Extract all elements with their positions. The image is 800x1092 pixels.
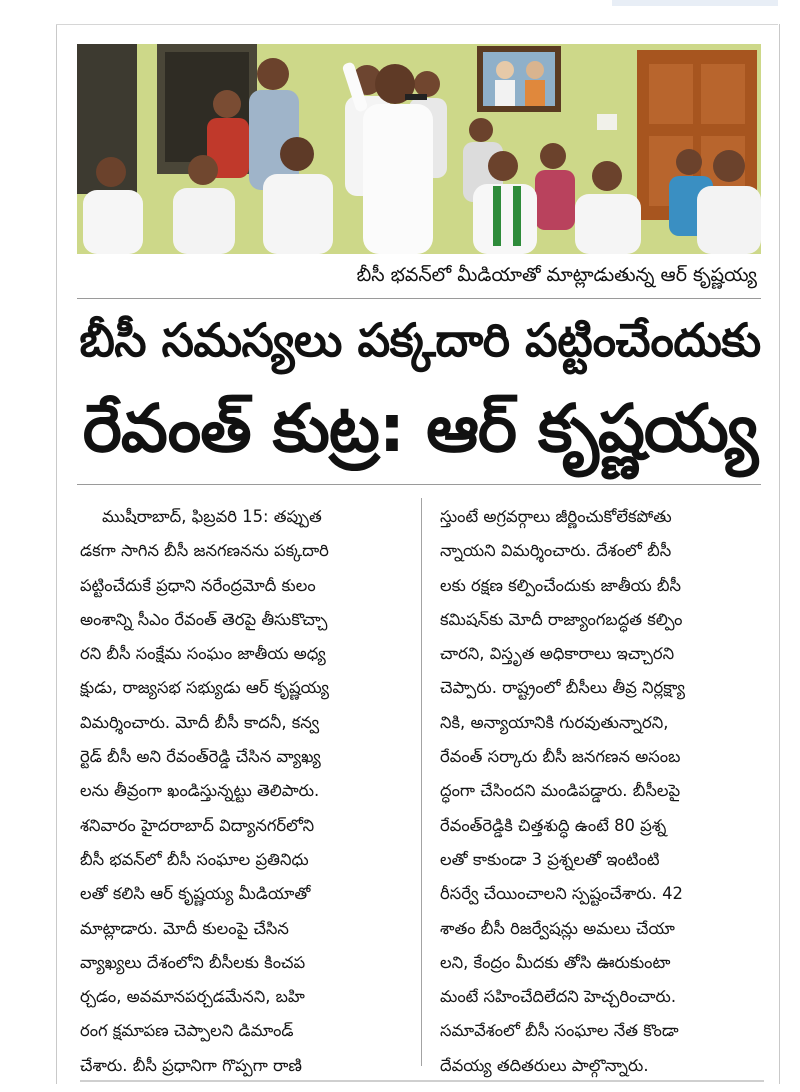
article-line: చెప్పారు. రాష్ట్రంలో బీసీలు తీవ్ర నిర్లక్ష్యా: [440, 678, 685, 698]
article-column-left: [80, 500, 404, 1083]
article-line: లకు రక్షణ కల్పించేందుకు జాతీయ బీసీ: [440, 575, 682, 595]
news-photo: [77, 44, 761, 254]
article-line: నికి, అన్యాయానికి గురవుతున్నారని,: [440, 712, 669, 732]
article-line: సమావేశంలో బీసీ సంఘాల నేత కొండా: [440, 1021, 679, 1041]
article-line: దేవయ్య తదితరులు పాల్గొన్నారు.: [440, 1055, 649, 1075]
article-line: విమర్శించారు. మోదీ బీసీ కాదనీ, కన్వ: [80, 712, 320, 732]
article-line: రేవంత్‌రెడ్డికి చిత్తశుద్ధి ఉంటే 80 ప్రశ్న: [440, 815, 667, 835]
article-line: లని, కేంద్రం మీదకు తోసి ఊరుకుంటా: [440, 952, 671, 972]
top-rule: [56, 24, 778, 25]
article-line: శనివారం హైదరాబాద్ విద్యానగర్‌లోని: [80, 815, 315, 835]
article-line: మంటే సహించేదిలేదని హెచ్చరించారు.: [440, 987, 677, 1007]
article-line: స్తుంటే అగ్రవర్గాలు జీర్ణించుకోలేకపోతు: [440, 507, 672, 526]
article-line: పట్టించేదుకే ప్రధాని నరేంద్రమోదీ కులం: [80, 575, 316, 595]
article-line: చేశారు. బీసీ ప్రధానిగా గొప్పగా రాణి: [80, 1055, 302, 1075]
article-line: వ్యాఖ్యలు దేశంలోని బీసీలకు కించప: [80, 952, 306, 972]
article-line: మాట్లాడారు. మోదీ కులంపై చేసిన: [80, 918, 289, 938]
article-line: రీసర్వే చేయించాలని స్పష్టంచేశారు. 42: [440, 884, 683, 904]
top-edge-tab: [612, 0, 778, 6]
article-line: ర్టెడ్ బీసీ అని రేవంత్‌రెడ్డి చేసిన వ్యాఖ్య: [80, 747, 321, 767]
article-line: లతో కలిసి ఆర్ కృష్ణయ్య మీడియాతో: [80, 884, 311, 904]
article-line: అంశాన్ని సీఎం రేవంత్ తెరపై తీసుకొచ్చా: [80, 609, 328, 629]
article-line: బీసీ భవన్‌లో బీసీ సంఘాల ప్రతినిధు: [80, 849, 309, 869]
article-line: ముషీరాబాద్, ఫిబ్రవరి 15: తప్పుత: [102, 507, 322, 526]
bottom-rule: [80, 1080, 764, 1082]
article-line: రంగ క్షమాపణ చెప్పాలని డిమాండ్: [80, 1021, 294, 1041]
column-divider: [421, 498, 422, 1066]
article-line: డకగా సాగిన బీసీ జనగణనను పక్కదారి: [80, 541, 329, 561]
article-line: ర్చడం, అవమానపర్చడమేనని, బహి: [80, 987, 305, 1007]
article-line: న్నాయని విమర్శించారు. దేశంలో బీసీ: [440, 541, 672, 561]
article-line: లను తీవ్రంగా ఖండిస్తున్నట్టు తెలిపారు.: [80, 781, 320, 801]
article-line: కమిషన్‌కు మోదీ రాజ్యాంగబద్ధత కల్పిం: [440, 609, 683, 629]
article-line: లతో కాకుండా 3 ప్రశ్నలతో ఇంటింటి: [440, 849, 660, 869]
headline-line-1: బీసీ సమస్యలు పక్కదారి పట్టించేందుకు: [79, 313, 761, 367]
article-line: ద్ధంగా చేసిందని మండిపడ్డారు. బీసీలపై: [440, 781, 681, 801]
photo-caption-bar: [77, 258, 761, 299]
article-line: శాతం బీసీ రిజర్వేషన్లు అమలు చేయా: [440, 918, 675, 938]
article-line: క్షుడు, రాజ్యసభ సభ్యుడు ఆర్ కృష్ణయ్య: [80, 678, 330, 698]
photo-caption: బీసీ భవన్‌లో మీడియాతో మాట్లాడుతున్న ఆర్ కృష్ణయ్య: [356, 264, 757, 286]
article-column-right: [440, 500, 764, 1083]
headline-rule: [77, 484, 761, 485]
article-line: రేవంత్ సర్కారు బీసీ జనగణన అసంబ: [440, 747, 681, 767]
headline-line-2: రేవంత్ కుట్ర: ఆర్ కృష్ణయ్య: [82, 390, 758, 467]
article-line: రని బీసీ సంక్షేమ సంఘం జాతీయ అధ్య: [80, 644, 326, 664]
article-line: చారని, విస్తృత అధికారాలు ఇచ్చారని: [440, 644, 675, 664]
